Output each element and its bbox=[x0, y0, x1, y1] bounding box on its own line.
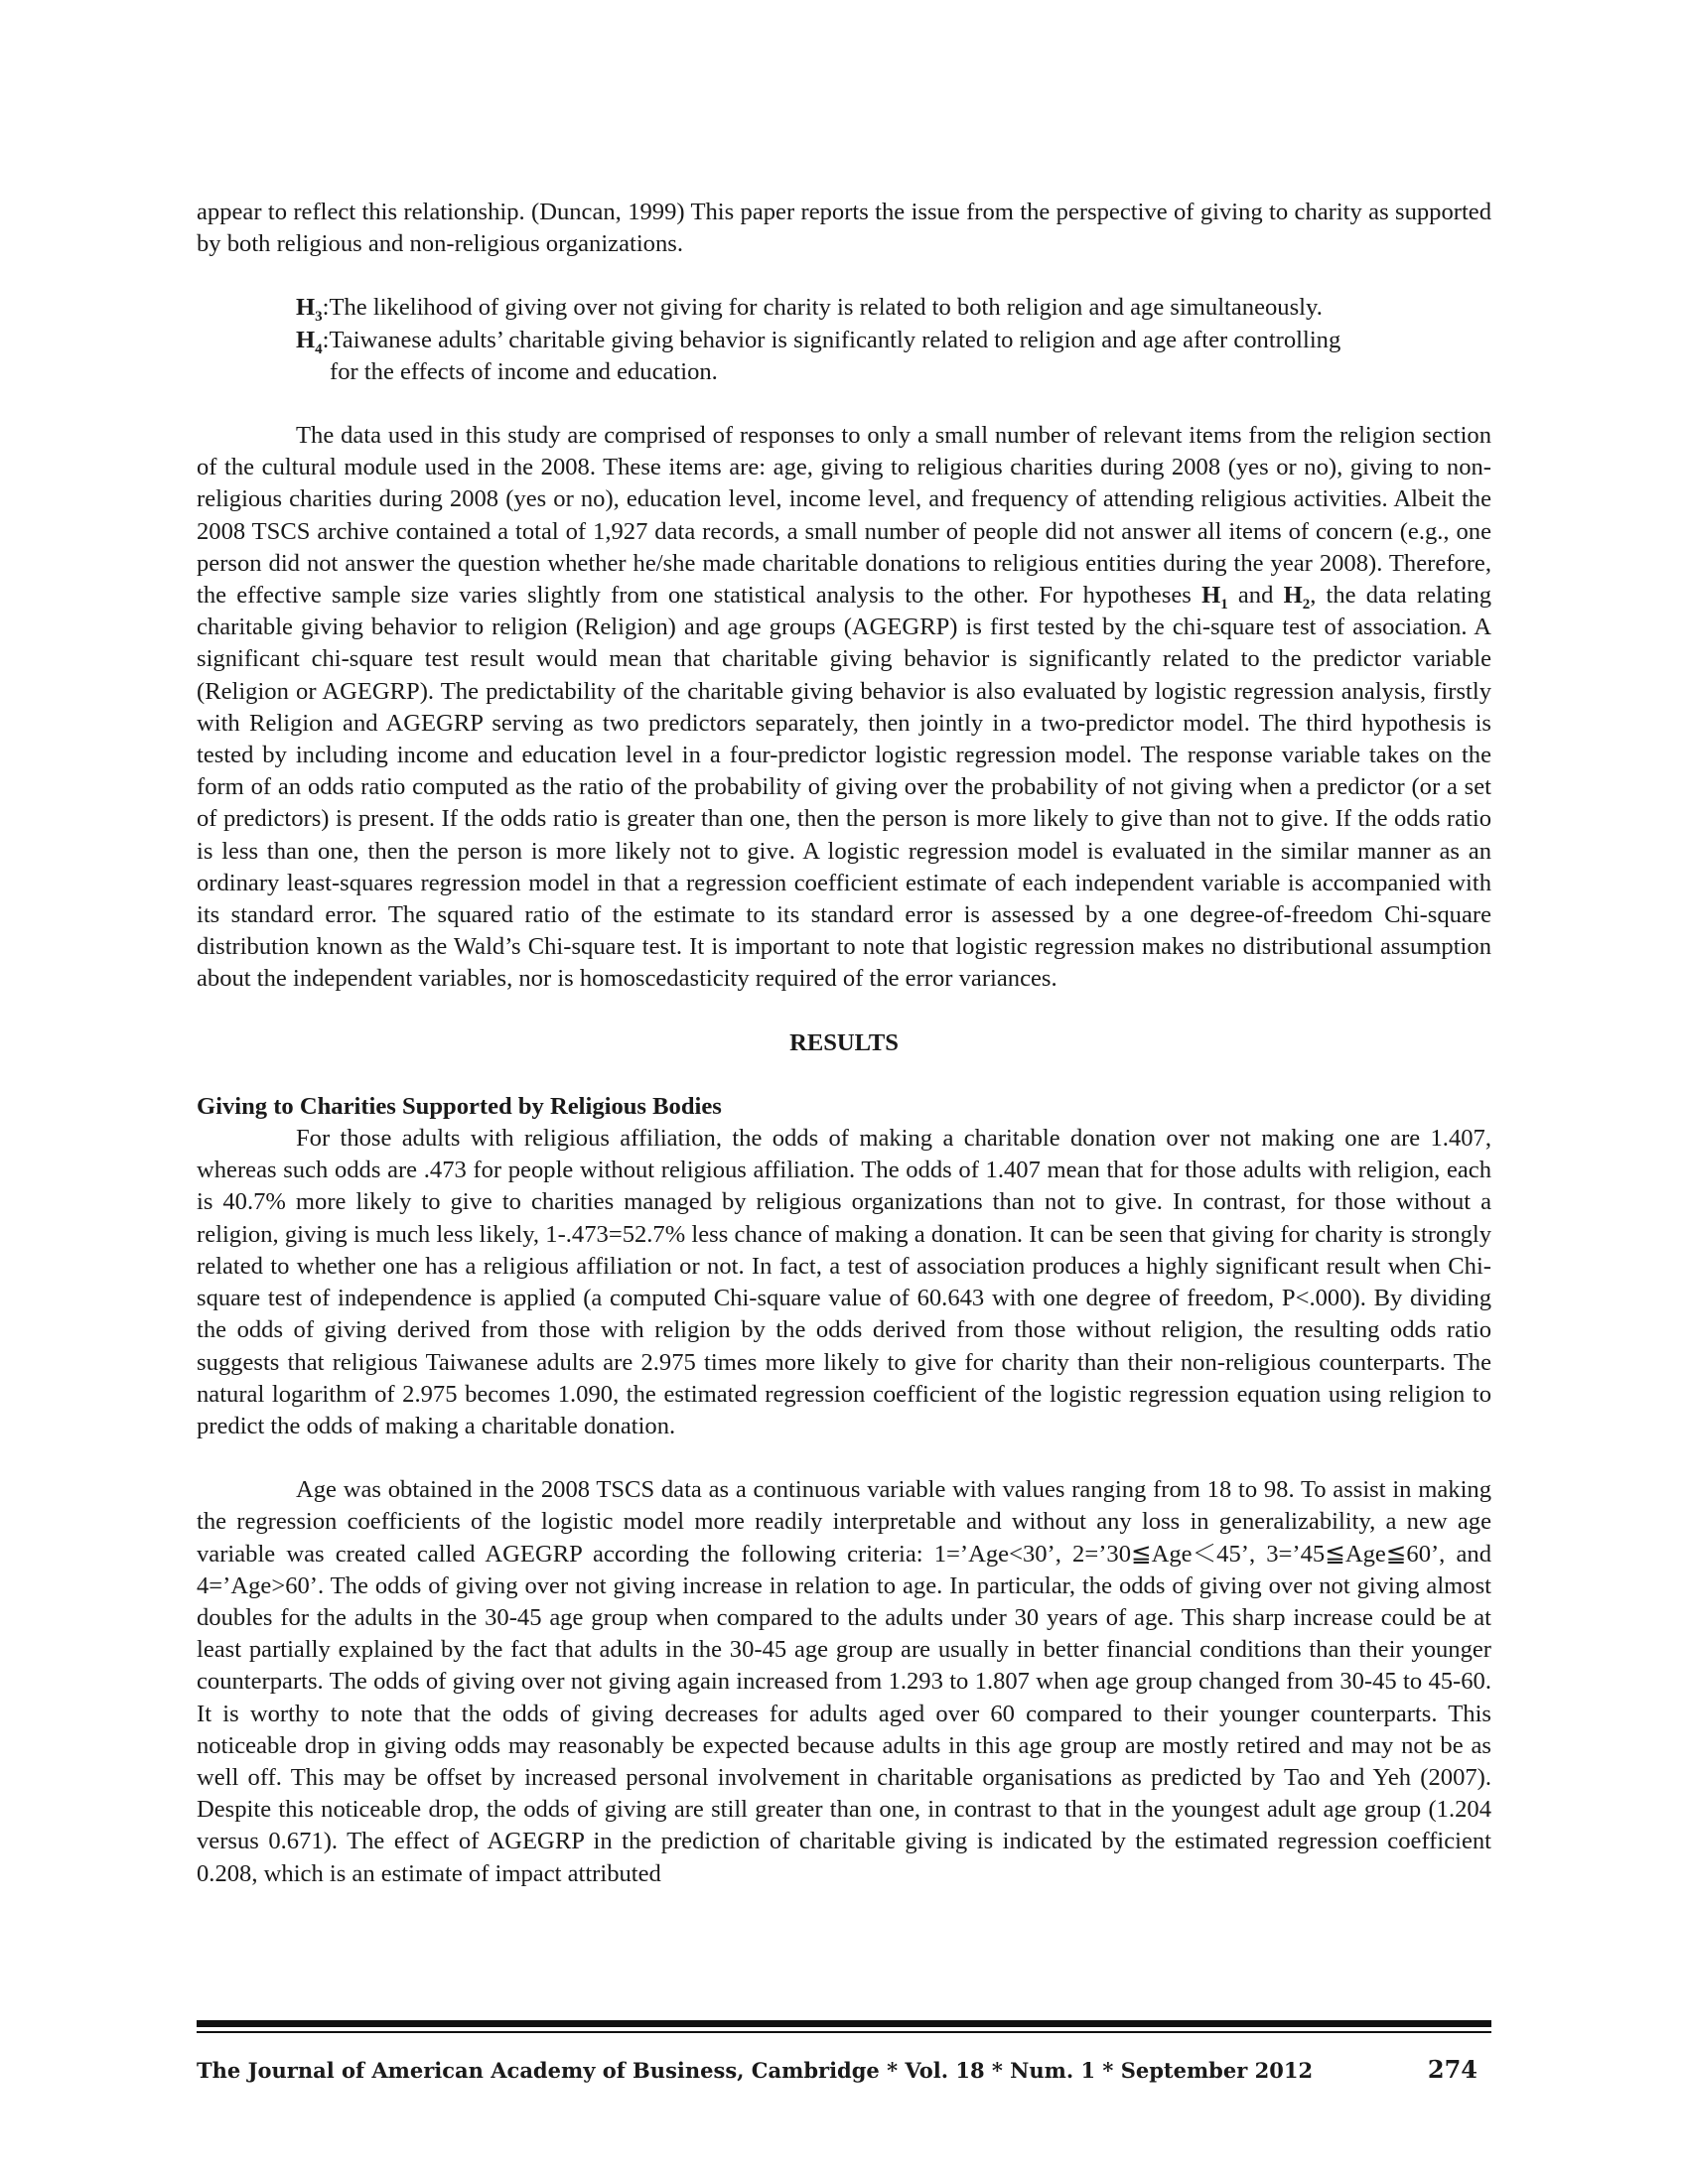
hypothesis-text: :The likelihood of giving over not giving for charity is related to both religion and age simultaneously. bbox=[322, 294, 1323, 322]
spacer bbox=[197, 388, 1491, 420]
spacer bbox=[197, 996, 1491, 1027]
spacer bbox=[197, 260, 1491, 292]
subsection-heading: Giving to Charities Supported by Religious Bodies bbox=[197, 1092, 722, 1120]
footer-line bbox=[197, 2055, 1491, 2084]
paragraph-continuation: appear to reflect this relationship. (Duncan, 1999) This paper reports the issue from the perspective of giving to charity as supported by both religious and non-religious organizations. bbox=[197, 199, 1491, 258]
footer-rule-thick bbox=[197, 2020, 1491, 2027]
journal-citation: The Journal of American Academy of Business, Cambridge * Vol. 18 * Num. 1 * September 2012 bbox=[197, 2058, 1314, 2083]
hypothesis-label: $H_3$ bbox=[296, 294, 323, 326]
hypothesis-h4 bbox=[296, 325, 1491, 388]
paragraph-religion-results: For those adults with religious affiliation, the odds of making a charitable donation over not making one are 1.407, whereas such odds are .473 for people without religious affiliation. The odds of 1.407 mean that for those adults with religion, each is 40.7% more likely to give to charities managed by religious organizations than not to give. In contrast, for those without a religion, giving is much less likely, 1-.473=52.7% less chance of making a donation. It can be seen that giving for charity is strongly related to whether one has a religious affiliation or not. In fact, a test of association produces a highly significant result when Chi-square test of independence is applied (a computed Chi-square value of 60.643 with one degree of freedom, P<.000). By dividing the odds of giving derived from those with religion by the odds derived from those without religion, the resulting odds ratio suggests that religious Taiwanese adults are 2.975 times more likely to give for charity than their non-religious counterparts. The natural logarithm of 2.975 becomes 1.090, the estimated regression coefficient of the logistic regression equation using religion to predict the odds of making a charitable donation. bbox=[197, 1125, 1491, 1439]
hypothesis-text-continued: for the effects of income and education. bbox=[330, 357, 718, 385]
hypothesis-h3 bbox=[296, 292, 1491, 324]
page-footer bbox=[197, 2020, 1491, 2084]
spacer bbox=[197, 1059, 1491, 1091]
hypothesis-label: $H_4$ bbox=[296, 326, 323, 357]
section-heading-results: RESULTS bbox=[789, 1028, 899, 1056]
paragraph-age-results: Age was obtained in the 2008 TSCS data as a continuous variable with values ranging from 18 to 98. To assist in making the regression coefficients of the logistic model more readily interpretable and without any loss in generalizability, a new age variable was created called AGEGRP according the following criteria: 1=’Age<30’, 2=’30≦Age＜45’, 3=’45≦Age≦60’, and 4=’Age>60’. The odds of giving over not giving increase in relation to age. In particular, the odds of giving over not giving almost doubles for the adults in the 30-45 age group when compared to the adults under 30 years of age. This sharp increase could be at least partially explained by the fact that adults in the 30-45 age group are usually in better financial conditions than their younger counterparts. The odds of giving over not giving again increased from 1.293 to 1.807 when age group changed from 30-45 to 45-60. It is worthy to note that the odds of giving decreases for adults aged over 60 compared to their younger counterparts. This noticeable drop in giving odds may reasonably be expected because adults in this age group are mostly retired and may not be as well off. This may be offset by increased personal involvement in charitable organisations as predicted by Tao and Yeh (2007). Despite this noticeable drop, the odds of giving are still greater than one, in contrast to that in the youngest adult age group (1.204 versus 0.671). The effect of AGEGRP in the prediction of charitable giving is indicated by the estimated regression coefficient 0.208, which is an estimate of impact attributed bbox=[197, 1476, 1491, 1887]
page-number: 274 bbox=[1427, 2055, 1477, 2084]
paragraph-methods: The data used in this study are comprised of responses to only a small number of relevant items from the religion section of the cultural module used in the 2008. These items are: age, giving to religious charities during 2008 (yes or no), giving to non-religious charities during 2008 (yes or no), education level, income level, and frequency of attending religious activities. Albeit the 2008 TSCS archive contained a total of 1,927 data records, a small number of people did not answer all items of concern (e.g., one person did not answer the question whether he/she made charitable donations to religious entities during the year 2008). Therefore, the effective sample size varies slightly from one statistical analysis to the other. For hypotheses $H_1$ and $H_2$, the data relating charitable giving behavior to religion (Religion) and age groups (AGEGRP) is first tested by the chi-square test of association. A significant chi-square test result would mean that charitable giving behavior is significantly related to the predictor variable (Religion or AGEGRP). The predictability of the charitable giving behavior is also evaluated by logistic regression analysis, firstly with Religion and AGEGRP serving as two predictors separately, then jointly in a two-predictor model. The third hypothesis is tested by including income and education level in a four-predictor logistic regression model. The response variable takes on the form of an odds ratio computed as the ratio of the probability of giving over the probability of not giving when a predictor (or a set of predictors) is present. If the odds ratio is greater than one, then the person is more likely to give than not to give. If the odds ratio is less than one, then the person is more likely not to give. A logistic regression model is evaluated in the similar manner as an ordinary least-squares regression model in that a regression coefficient estimate of each independent variable is accompanied with its standard error. The squared ratio of the estimate to its standard error is assessed by a one degree-of-freedom Chi-square distribution known as the Wald’s Chi-square test. It is important to note that logistic regression makes no distributional assumption about the independent variables, nor is homoscedasticity required of the error variances. bbox=[197, 422, 1492, 993]
page-body bbox=[197, 197, 1491, 1890]
hypothesis-text: :Taiwanese adults’ charitable giving behavior is significantly related to religion and age after controlling bbox=[322, 326, 1341, 353]
spacer bbox=[197, 1442, 1491, 1474]
footer-rule-thin bbox=[197, 2031, 1491, 2033]
